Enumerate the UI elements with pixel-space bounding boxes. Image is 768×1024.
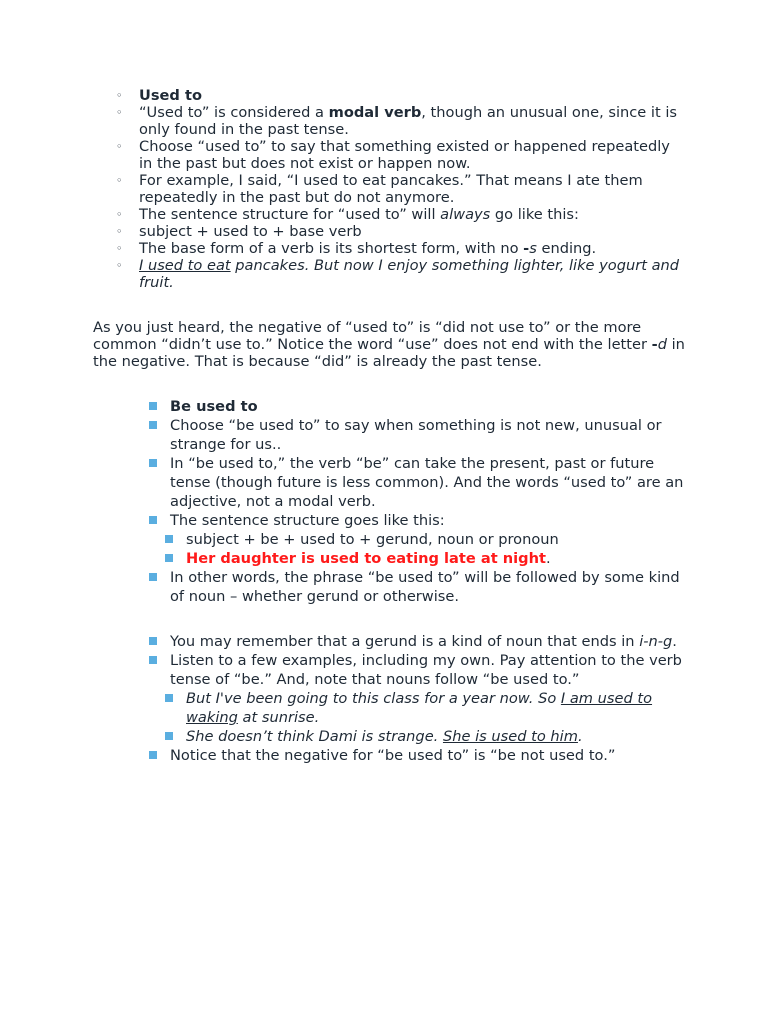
circle-bullet-icon: ◦ xyxy=(116,225,123,238)
highlighted-example: Her daughter is used to eating late at night xyxy=(186,550,546,567)
text: Notice that the negative for “be used to” is “be not used to.” xyxy=(170,747,616,764)
text: As you just heard, the negative of “used to” is “did not use to” or the more common “didn’t use to.” Notice the word “use” does not end with the letter xyxy=(93,319,652,353)
list-item xyxy=(148,511,688,530)
list-item xyxy=(116,257,686,291)
text: The sentence structure for “used to” will xyxy=(139,206,441,223)
circle-bullet-icon: ◦ xyxy=(116,174,123,187)
italic-text: d xyxy=(657,336,667,353)
text: She doesn’t think Dami is strange. xyxy=(186,728,443,745)
be-used-to-list xyxy=(148,397,688,606)
text: subject + used to + base verb xyxy=(139,223,362,240)
list-item xyxy=(148,632,688,651)
list-item xyxy=(116,206,686,223)
circle-bullet-icon: ◦ xyxy=(116,140,123,153)
sub-list-item xyxy=(148,530,688,549)
square-bullet-icon xyxy=(165,535,173,543)
circle-bullet-icon: ◦ xyxy=(116,89,123,102)
text: pancakes. But now I enjoy something lighter, like yogurt and fruit. xyxy=(139,257,680,291)
list-item xyxy=(116,87,686,104)
used-to-list xyxy=(116,87,686,291)
bold-text: - xyxy=(651,336,658,353)
bold-text: - xyxy=(523,240,530,257)
square-bullet-icon xyxy=(149,637,157,645)
square-bullet-icon xyxy=(149,573,157,581)
list-item xyxy=(148,651,688,689)
text: , though an unusual one, since it is only found in the past tense. xyxy=(139,104,677,138)
italic-text: s xyxy=(529,240,537,257)
list-item xyxy=(116,138,686,172)
underlined-example: She is used to him xyxy=(442,728,578,745)
italic-text: always xyxy=(440,206,491,223)
list-item xyxy=(148,454,688,511)
text: in the negative. That is because “did” is already the past tense. xyxy=(93,336,685,370)
gerund-list xyxy=(148,632,688,765)
text: In “be used to,” the verb “be” can take the present, past or future tense (though future is less common). And the words “used to” are an adjective, not a modal verb. xyxy=(170,455,684,510)
list-item xyxy=(148,416,688,454)
text: Listen to a few examples, including my own. Pay attention to the verb tense of “be.” And, note that nouns follow “be used to.” xyxy=(170,652,682,688)
square-bullet-icon xyxy=(149,751,157,759)
square-bullet-icon xyxy=(149,459,157,467)
square-bullet-icon xyxy=(149,656,157,664)
circle-bullet-icon: ◦ xyxy=(116,106,123,119)
text: Choose “used to” to say that something existed or happened repeatedly in the past but does not exist or happen now. xyxy=(139,138,670,172)
list-item xyxy=(116,240,686,257)
text: “Used to” is considered a xyxy=(139,104,329,121)
circle-bullet-icon: ◦ xyxy=(116,242,123,255)
sub-list-item xyxy=(148,727,688,746)
text: The base form of a verb is its shortest form, with no xyxy=(139,240,524,257)
list-item xyxy=(148,568,688,606)
text: at sunrise. xyxy=(237,709,320,726)
heading-used-to: Used to xyxy=(139,87,202,104)
text: go like this: xyxy=(490,206,579,223)
text: subject + be + used to + gerund, noun or pronoun xyxy=(186,531,559,548)
bold-text: modal verb xyxy=(328,104,422,121)
square-bullet-icon xyxy=(165,554,173,562)
text: Choose “be used to” to say when something is not new, unusual or strange for us.. xyxy=(170,417,662,453)
sub-list-item xyxy=(148,689,688,727)
square-bullet-icon xyxy=(165,732,173,740)
text: ending. xyxy=(536,240,597,257)
italic-text: i-n-g xyxy=(639,633,673,650)
sub-list-item xyxy=(148,549,688,568)
square-bullet-icon xyxy=(149,421,157,429)
list-item xyxy=(148,746,688,765)
text: For example, I said, “I used to eat pancakes.” That means I ate them repeatedly in the past but do not anymore. xyxy=(139,172,643,206)
list-item xyxy=(116,172,686,206)
text: . xyxy=(545,550,551,567)
underlined-example: I am used to waking xyxy=(186,690,653,726)
underlined-example: I used to eat xyxy=(139,257,231,274)
text: You may remember that a gerund is a kind of noun that ends in xyxy=(170,633,640,650)
list-item xyxy=(116,223,686,240)
text: But I've been going to this class for a year now. So xyxy=(186,690,561,707)
circle-bullet-icon: ◦ xyxy=(116,208,123,221)
text: . xyxy=(577,728,583,745)
heading-be-used-to: Be used to xyxy=(170,398,258,415)
square-bullet-icon xyxy=(149,516,157,524)
list-item xyxy=(148,397,688,416)
square-bullet-icon xyxy=(149,402,157,410)
circle-bullet-icon: ◦ xyxy=(116,259,123,272)
text: . xyxy=(672,633,677,650)
text: In other words, the phrase “be used to” will be followed by some kind of noun – whether gerund or otherwise. xyxy=(170,569,680,605)
list-item xyxy=(116,104,686,138)
body-paragraph xyxy=(93,319,693,370)
text: The sentence structure goes like this: xyxy=(170,512,445,529)
square-bullet-icon xyxy=(165,694,173,702)
